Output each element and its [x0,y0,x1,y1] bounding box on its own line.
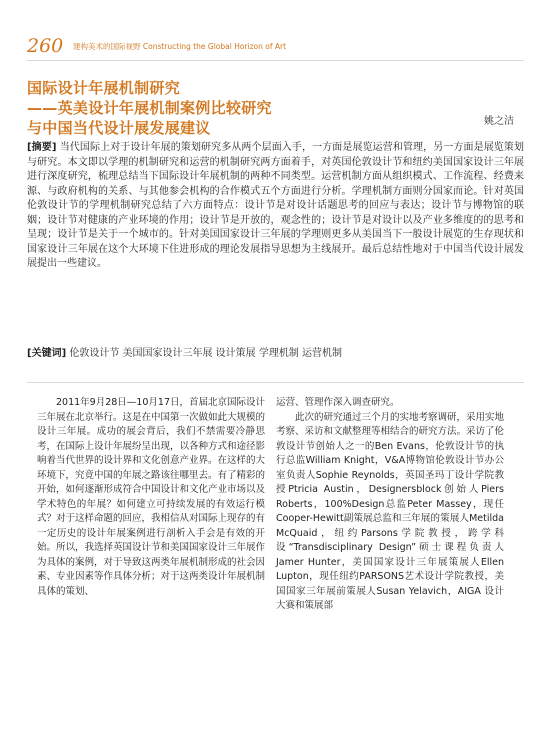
author-name: 姚之洁 [484,116,514,127]
body-column-left [37,396,265,599]
page-number: 260 [27,35,64,57]
body-paragraph: 2011年9月28日—10月17日，首届北京国际设计三年展在北京举行。这是在中国第一次做如此大规模的设计三年展。成功的展会背后，我们不禁需要冷静思考，在国际上设计年展纷呈出现，以各种方式和途径影响着当代世界的设计界和文化创意产业界。在这样的大环境下，究竟中国的年展之路该往哪里去。有了精彩的开始，如何逐渐形成符合中国设计和文化产业市场以及学术特色的年展？如何建立可持续发展的有效运行模式？对于这样命题的回应，我相信从对国际上现存的有一定历史的设计年展案例进行剖析入手会是有效的开始。所以，我选择英国设计节和美国国家设计三年展作为具体的案例，对于导致这两类年展机制形成的社会因素、专业因素等作具体分析；对于这两类设计年展机制具体的策划、 [37,397,266,597]
title-line-1: 国际设计年展机制研究 [27,79,181,97]
body-column-right [276,396,504,614]
title-line-3: 与中国当代设计展发展建议 [27,119,211,137]
page-header [27,36,527,56]
body-paragraph: 此次的研究通过三个月的实地考察调研，采用实地考察、采访和文献整理等相结合的研究方法。采访了伦敦设计节创始人之一的Ben Evans，伦敦设计节的执行总监William Knight，V&A博物馆伦敦设计节办公室负责人Sophie Reynolds，英国圣玛丁设计学院教授Ptricia Austin，Designersblock创始人Piers Roberts，100%Design总监Peter Massey，现任Cooper-Hewitt副策展总监和三年展的策展人Metilda McQuaid，纽约Parsons学院教授，跨学科设“Transdisciplinary Design”硕士课程负责人Jamer Hunter，美国国家设计三年展策展人Ellen Lupton，现任纽约PARSONS艺术设计学院教授，美国国家三年展前策展人Susan Yelavich，AIGA 设计大赛和策展部 [276,411,505,611]
title-line-2: ——英美设计年展机制案例比较研究 [27,99,272,117]
header-divider [27,60,524,61]
abstract [27,141,524,272]
keywords-label: [关键词] [27,348,67,359]
article-title [27,78,427,138]
body-divider [27,382,524,383]
abstract-text: 当代国际上对于设计年展的策划研究多从两个层面入手，一方面是展览运营和管理，另一方面是展览策划与研究。本文即以学理的机制研究和运营的机制研究两方面着手，对英国伦敦设计节和纽约美国国家设计三年展进行深度研究，梳理总结当下国际设计年展机制的两种不同类型。运营机制方面从组织模式、工作流程、经费来源、与政府机构的关系、与其他参会机构的合作模式五个方面进行分析。学理机制方面则分国家而论。针对英国伦敦设计节的学理机制研究总结了六方面特点：设计节是对设计话题思考的回应与表达；设计节与博物馆的联姻；设计节对健康的产业环境的作用；设计节是开放的，观念性的；设计节是对设计以及产业多维度的的思考和呈现；设计节是关于一个城市的。针对美国国家设计三年展的学理则更多从美国当下一般设计展览的生存现状和国家设计三年展在这个大环境下住进形成的理论发展指导思想为主线展开。最后总结性地对于中国当代设计展发展提出一些建议。 [27,142,525,269]
body-paragraph: 运营、管理作深入调查研究。 [276,397,400,408]
abstract-label: [摘要] [27,142,57,153]
keywords [27,347,524,362]
running-head: 建构美术的国际视野 Constructing the Global Horizon of Art [73,42,287,51]
keywords-text: 伦敦设计节 美国国家设计三年展 设计策展 学理机制 运营机制 [66,348,343,359]
